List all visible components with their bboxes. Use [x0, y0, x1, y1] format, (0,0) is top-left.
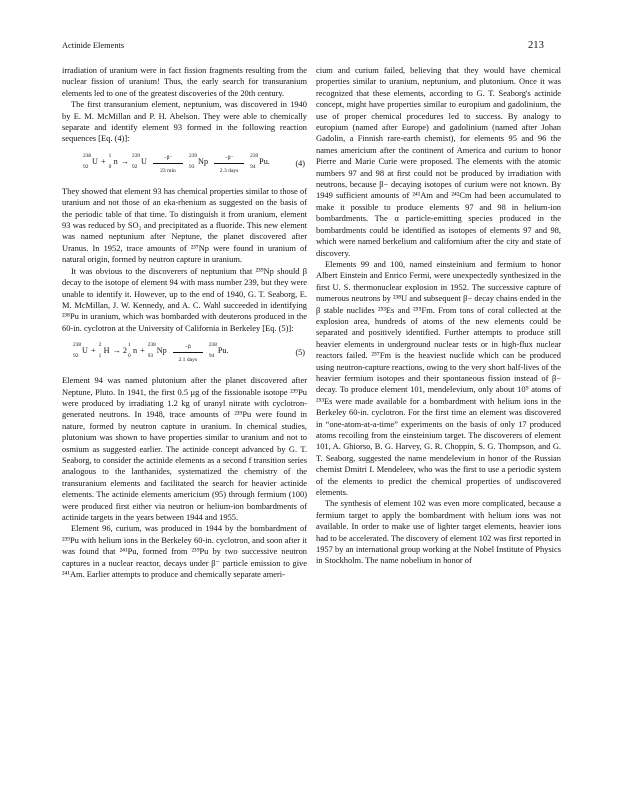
plus-sign: + — [90, 346, 96, 356]
running-title: Actinide Elements — [62, 41, 125, 50]
reaction-arrow: → — [112, 346, 121, 356]
nuclide: 238 92 U — [83, 152, 98, 170]
nuclide: 1 0 n — [108, 152, 118, 170]
left-column — [62, 65, 307, 580]
decay-arrow: −β⁻ 23 min — [153, 158, 183, 164]
nuclide: 239 92 U — [132, 152, 147, 170]
equation-4 — [62, 148, 307, 182]
nuclide: 239 94 Pu. — [250, 152, 270, 170]
paragraph: The synthesis of element 102 was even more complicated, because a fermium target to apply the bombardment with helium ions was not available. In order to make use of lighter target elements, heavier ions had to be accelerated. The discovery of element 102 was first reported in 1957 by an international group working at the Nobel Institute of Physics in Stockholm. The name nobelium in honor of — [316, 498, 561, 566]
right-column — [316, 65, 561, 567]
equation-number: (4) — [295, 158, 305, 168]
nuclide: 238 94 Pu. — [208, 342, 229, 360]
nuclide: 239 93 Np — [189, 152, 209, 170]
coefficient: 2 — [122, 346, 127, 356]
page-number: 213 — [528, 40, 544, 51]
plus-sign: + — [140, 346, 145, 356]
paragraph: Element 96, curium, was produced in 1944 by the bombardment of ²³⁹Pu with helium ions in the Berkeley 60-in. cyclotron, and soon after it was found that ²⁴¹Pu, formed from ²³⁹Pu by two successive neutron captures in a nuclear reactor, decays under β⁻ particle emission to give ²⁴¹Am. Earlier attempts to produce and chemically separate ameri- — [62, 523, 307, 580]
equation-5 — [62, 337, 307, 371]
decay-arrow: −β 2.1 days — [173, 347, 203, 353]
paragraph: They showed that element 93 has chemical properties similar to those of uranium and not those of an eka-rhenium as suggested on the basis of the periodic table of that time. To distinguish it from uranium, element 93 was reduced by SO₂ and precipitated as a fluoride. This new element was named neptunium after Neptune, the planet discovered after Uranus. In 1952, trace amounts of ²³⁷Np were found in uranium of natural origin, formed by neutron capture in uranium. — [62, 185, 307, 265]
paragraph: Element 94 was named plutonium after the planet discovered after Neptune, Pluto. In 1941, the first 0.5 μg of the fissionable isotope ²³⁹Pu were produced by irradiating 1.2 kg of uranyl nitrate with cyclotron-generated neutrons. In 1948, trace amounts of ²³⁹Pu were found in nature, formed by neutron capture in uranium. In chemical studies, plutonium was shown to have properties similar to uranium and not to osmium as suggested earlier. The actinide concept advanced by G. T. Seaborg, to consider the actinide elements as a second f transition series analogous to the lanthanides, systematized the chemistry of the transuranium elements and facilitated the search for heavier actinide elements. The actinide elements americium (95) through fermium (100) were produced first either via neutron or helium-ion bombardments of actinide targets in the years between 1944 and 1955. — [62, 375, 307, 522]
nuclide: 238 93 Np — [147, 342, 167, 360]
nuclide: 2 1 H — [98, 342, 110, 360]
reaction-arrow: → — [120, 156, 129, 166]
paragraph: It was obvious to the discoverers of neptunium that ²³⁹Np should β decay to the isotope of element 94 with mass number 239, but they were unable to identify it. However, up to the end of 1940, G. T. Seaborg, E. M. McMillan, J. W. Kennedy, and A. C. Wahl succeeded in identifying ²³⁸Pu in uranium, which was bombarded with deuterons produced in the 60-in. cyclotron at the University of California in Berkeley [Eq. (5)]: — [62, 265, 307, 333]
nuclide: 238 92 U — [73, 342, 88, 360]
equation-number: (5) — [295, 348, 305, 358]
nuclide: 1 0 n — [127, 342, 138, 360]
paragraph: cium and curium failed, believing that they would have chemical properties similar to uranium, neptunium, and plutonium. Once it was recognized that these elements, according to G. T. Seaborg's actinide concept, might have properties similar to europium and gadolinium, the use of proper chemical procedures led to success. By analogy to europium (named after Europe) and gadolinium (named after Johan Gadolin, a Finnish rare-earth chemist), for elements 95 and 96 the names americium after the continent of America and curium to honor Pierre and Marie Curie were proposed. The elements with the atomic numbers 97 and 98 at first could not be produced by irradiation with neutrons, because β− decaying isotopes of curium were not known. By 1949 sufficient amounts of ²⁴¹Am and ²⁴²Cm had been accumulated to make it possible to produce elements 97 and 98 in helium-ion bombardments. The α particle-emitting species produced in the bombardments could be identified as isotopes of elements 97 and 98, which were named berkelium and californium after the city and state of discovery. — [316, 65, 561, 258]
decay-arrow: −β⁻ 2.3 days — [214, 158, 244, 164]
plus-sign: + — [100, 156, 106, 166]
paragraph: Elements 99 and 100, named einsteinium and fermium to honor Albert Einstein and Enrico Fermi, were unexpectedly synthesized in the first U. S. thermonuclear explosion in 1952. The successive capture of numerous neutrons by ²³⁸U and subsequent β− decay chains ended in the β stable nuclides ²⁵³Es and ²⁵⁵Fm. From tons of coral collected at the explosion area, hundreds of atoms of the new elements could be separated and positively identified. Further attempts to produce still heavier elements in underground nuclear tests or in high-flux nuclear reactors failed. ²⁵⁷Fm is the heaviest nuclide which can be produced using neutron-capture reactions, owing to the very short half-lives of the heavier fermium isotopes and their spontaneous fission instead of β− decay. To produce element 101, mendelevium, only about 10⁹ atoms of ²⁵³Es were made available for a bombardment with helium ions in the Berkeley 60-in. cyclotron. For the first time an element was discovered in “one-atom-at-a-time” experiments on the basis of only 17 produced atoms recoiling from the einsteinium target. The discoverers of element 101, A. Ghiorso, B. G. Harvey, G. R. Choppin, S. G. Thompson, and G. T. Seaborg, suggested the name mendelevium in honor of the Russian chemist Dmitri I. Mendeleev, who was the first to use a periodic system of the elements to predict the chemical properties of undiscovered elements. — [316, 258, 561, 498]
paragraph: irradiation of uranium were in fact fission fragments resulting from the nuclear fission of uranium! Thus, the early search for transuranium elements led to one of the greatest discoveries of the 20th century. — [62, 65, 307, 98]
paragraph: The first transuranium element, neptunium, was discovered in 1940 by E. M. McMillan and P. H. Abelson. They were able to chemically separate and identify element 93 formed in the following reaction sequences [Eq. (4)]: — [62, 99, 307, 144]
